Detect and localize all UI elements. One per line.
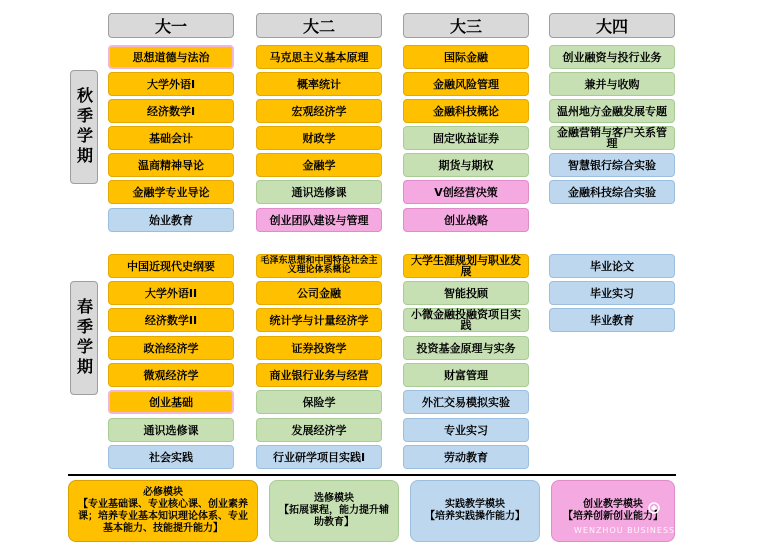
legend-entrepreneurship-title: 创业教学模块 — [583, 499, 643, 510]
course-autumn-y2-7: 创业团队建设与管理 — [256, 208, 382, 232]
course-spring-y1-7: 通识选修课 — [108, 418, 234, 442]
legend-required-desc: 【专业基础课、专业核心课、创业素养课；培养专业基本知识理论体系、专业基本能力、技能提升能力】 — [78, 499, 248, 534]
course-autumn-y1-7: 始业教育 — [108, 208, 234, 232]
course-autumn-y1-5: 温商精神导论 — [108, 153, 234, 177]
legend-elective-module — [269, 480, 399, 542]
course-autumn-y4-6: 金融科技综合实验 — [549, 180, 675, 204]
course-spring-y4-2: 毕业实习 — [549, 281, 675, 305]
course-spring-y2-7: 发展经济学 — [256, 418, 382, 442]
course-spring-y1-8: 社会实践 — [108, 445, 234, 469]
header-year1: 大一 — [108, 13, 234, 38]
course-spring-y1-5: 微观经济学 — [108, 363, 234, 387]
course-spring-y2-6: 保险学 — [256, 390, 382, 414]
legend-entrepreneurship-desc: 【培养创新创业能力】 — [563, 511, 663, 522]
course-autumn-y3-1: 国际金融 — [403, 45, 529, 69]
legend-practice-module — [410, 480, 540, 542]
course-autumn-y3-2: 金融风险管理 — [403, 72, 529, 96]
spring-semester-label: 春季学期 — [70, 281, 98, 395]
watermark-logo-icon — [648, 502, 660, 514]
course-autumn-y3-4: 固定收益证券 — [403, 126, 529, 150]
course-spring-y3-8: 劳动教育 — [403, 445, 529, 469]
course-autumn-y2-4: 财政学 — [256, 126, 382, 150]
course-autumn-y2-5: 金融学 — [256, 153, 382, 177]
course-spring-y3-4: 投资基金原理与实务 — [403, 336, 529, 360]
header-year3: 大三 — [403, 13, 529, 38]
course-spring-y2-5: 商业银行业务与经营 — [256, 363, 382, 387]
course-autumn-y2-6: 通识选修课 — [256, 180, 382, 204]
course-spring-y3-3: 小微金融投融资项目实践 — [403, 308, 529, 332]
course-autumn-y2-3: 宏观经济学 — [256, 99, 382, 123]
section-divider — [68, 474, 676, 476]
header-year4: 大四 — [549, 13, 675, 38]
course-autumn-y2-2: 概率统计 — [256, 72, 382, 96]
legend-required-title: 必修模块 — [143, 487, 183, 498]
course-autumn-y3-7: 创业战略 — [403, 208, 529, 232]
course-spring-y3-7: 专业实习 — [403, 418, 529, 442]
course-spring-y2-4: 证券投资学 — [256, 336, 382, 360]
course-autumn-y2-1: 马克思主义基本原理 — [256, 45, 382, 69]
course-spring-y1-3: 经济数学II — [108, 308, 234, 332]
course-autumn-y3-5: 期货与期权 — [403, 153, 529, 177]
course-spring-y4-3: 毕业教育 — [549, 308, 675, 332]
legend-practice-title: 实践教学模块 — [445, 499, 505, 510]
header-year2: 大二 — [256, 13, 382, 38]
course-autumn-y4-4: 金融营销与客户关系管理 — [549, 126, 675, 150]
course-spring-y1-4: 政治经济学 — [108, 336, 234, 360]
course-autumn-y3-6: V创经营决策 — [403, 180, 529, 204]
course-spring-y2-2: 公司金融 — [256, 281, 382, 305]
course-spring-y3-1: 大学生涯规划与职业发展 — [403, 254, 529, 278]
course-autumn-y1-2: 大学外语I — [108, 72, 234, 96]
course-spring-y2-8: 行业研学项目实践I — [256, 445, 382, 469]
course-autumn-y4-5: 智慧银行综合实验 — [549, 153, 675, 177]
course-autumn-y1-1: 思想道德与法治 — [108, 45, 234, 69]
course-autumn-y1-3: 经济数学I — [108, 99, 234, 123]
legend-elective-title: 选修模块 — [314, 493, 354, 504]
course-autumn-y4-2: 兼并与收购 — [549, 72, 675, 96]
legend-elective-desc: 【拓展课程，能力提升辅助教育】 — [279, 505, 389, 528]
course-autumn-y4-3: 温州地方金融发展专题 — [549, 99, 675, 123]
course-spring-y2-1: 毛泽东思想和中国特色社会主义理论体系概论 — [256, 254, 382, 278]
legend-required-module — [68, 480, 258, 542]
course-autumn-y1-4: 基础会计 — [108, 126, 234, 150]
course-spring-y3-5: 财富管理 — [403, 363, 529, 387]
legend-practice-desc: 【培养实践操作能力】 — [425, 511, 525, 522]
course-spring-y1-2: 大学外语II — [108, 281, 234, 305]
course-autumn-y4-1: 创业融资与投行业务 — [549, 45, 675, 69]
course-spring-y1-1: 中国近现代史纲要 — [108, 254, 234, 278]
course-spring-y4-1: 毕业论文 — [549, 254, 675, 278]
autumn-semester-label: 秋季学期 — [70, 70, 98, 184]
course-spring-y3-2: 智能投顾 — [403, 281, 529, 305]
course-autumn-y3-3: 金融科技概论 — [403, 99, 529, 123]
watermark-text: WENZHOU BUSINESS — [574, 526, 676, 535]
course-autumn-y1-6: 金融学专业导论 — [108, 180, 234, 204]
course-spring-y1-6: 创业基础 — [108, 390, 234, 414]
course-spring-y3-6: 外汇交易模拟实验 — [403, 390, 529, 414]
course-spring-y2-3: 统计学与计量经济学 — [256, 308, 382, 332]
